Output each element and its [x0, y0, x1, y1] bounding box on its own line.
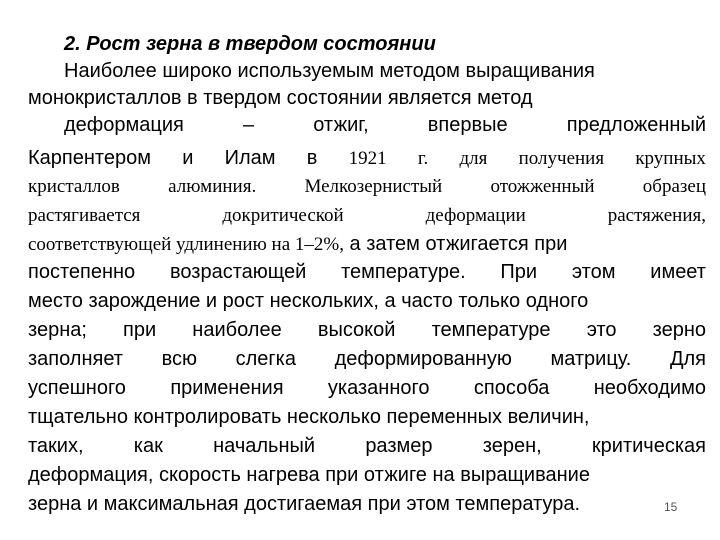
- text-line: [28, 231, 706, 258]
- text-line-content: зерна и максимальная достигаемая при этом температура.: [28, 493, 581, 515]
- word: кристаллов: [28, 176, 120, 197]
- text-line: [28, 491, 706, 518]
- text-line: [64, 58, 706, 85]
- word: успешного: [28, 377, 126, 399]
- word: температуре.: [341, 261, 466, 283]
- word: г.: [417, 148, 429, 169]
- word: алюминия.: [168, 176, 257, 197]
- word: деформированную: [334, 348, 512, 370]
- text-line: [28, 317, 706, 344]
- text-line: [28, 145, 706, 172]
- word: деформация: [64, 114, 184, 136]
- word: критическая: [591, 435, 706, 457]
- word: получения: [518, 148, 605, 169]
- word: растяжения,: [607, 205, 706, 226]
- word: этом: [571, 261, 616, 283]
- word: как: [133, 435, 163, 457]
- word: начальный: [213, 435, 316, 457]
- word: указанного: [327, 377, 430, 399]
- text-line: [28, 346, 706, 373]
- word: размер: [365, 435, 433, 457]
- word: температуре: [431, 319, 551, 341]
- word: зерен,: [482, 435, 542, 457]
- text-line: [28, 375, 706, 402]
- text-line-content: место зарождение и рост нескольких, а часто только одного: [28, 290, 589, 312]
- word: Карпентером: [28, 147, 151, 169]
- word: наиболее: [192, 319, 282, 341]
- word: матрицу.: [550, 348, 632, 370]
- word: применения: [170, 377, 284, 399]
- word: растягивается: [28, 205, 141, 226]
- word: крупных: [635, 148, 706, 169]
- word: Для: [669, 348, 706, 370]
- word: зерна;: [28, 319, 87, 341]
- text-line: [28, 173, 706, 200]
- word: и: [182, 147, 194, 169]
- word: отожженный: [490, 176, 595, 197]
- text-line: [28, 404, 706, 431]
- word: высокой: [317, 319, 396, 341]
- word: впервые: [427, 114, 508, 136]
- text-line: [64, 112, 706, 139]
- text-line: [28, 85, 706, 112]
- word: это: [586, 319, 617, 341]
- word: при: [123, 319, 157, 341]
- word: слегка: [235, 348, 296, 370]
- text-line-content: тщательно контролировать несколько переменных величин,: [28, 406, 590, 428]
- slide-number: 15: [664, 500, 678, 514]
- word: зерно: [652, 319, 706, 341]
- word: заполняет: [28, 348, 123, 370]
- word: способа: [473, 377, 550, 399]
- word: отжиг,: [313, 114, 369, 136]
- word: предложенный: [566, 114, 706, 136]
- text-line: [28, 202, 706, 229]
- word: Мелкозернистый: [304, 176, 443, 197]
- word: имеет: [650, 261, 706, 283]
- text-line-content: соответствующей удлинению на 1–2%,: [28, 234, 344, 255]
- word: в: [306, 147, 318, 169]
- section-title: 2. Рост зерна в твердом состоянии: [64, 33, 436, 55]
- word: образец: [642, 176, 706, 197]
- word: необходимо: [593, 377, 706, 399]
- word: всю: [161, 348, 197, 370]
- word: 1921: [348, 148, 387, 169]
- text-line-content: монокристаллов в твердом состоянии является метод: [28, 87, 533, 109]
- word: деформации: [425, 205, 526, 226]
- word: таких,: [28, 435, 84, 457]
- text-line-content: а затем отжигается при: [343, 233, 568, 255]
- text-line: [28, 433, 706, 460]
- text-line: [28, 462, 706, 489]
- word: для: [459, 148, 488, 169]
- word: докритической: [222, 205, 344, 226]
- text-line: [28, 259, 706, 286]
- word: постепенно: [28, 261, 136, 283]
- word: При: [500, 261, 538, 283]
- word: Илам: [224, 147, 276, 169]
- word: –: [242, 114, 255, 136]
- text-line-content: деформация, скорость нагрева при отжиге на выращивание: [28, 464, 590, 486]
- word: возрастающей: [169, 261, 307, 283]
- text-line: [28, 288, 706, 315]
- text-line-content: Наиболее широко используемым методом выращивания: [64, 60, 595, 82]
